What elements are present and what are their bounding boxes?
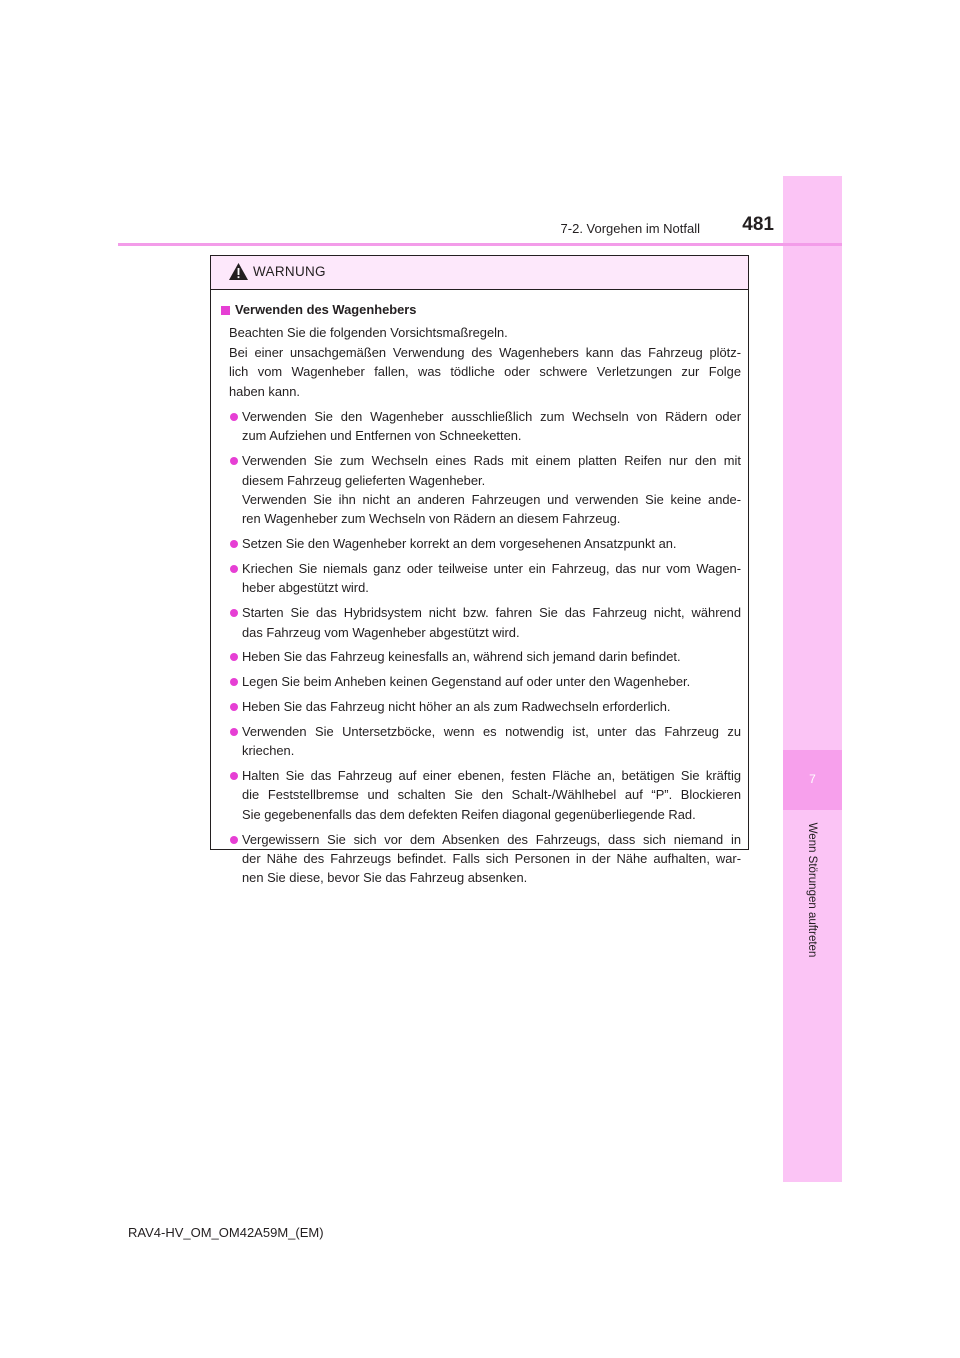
- list-item-line: Heben Sie das Fahrzeug keinesfalls an, während sich jemand darin befindet.: [242, 649, 681, 665]
- square-bullet-icon: [221, 306, 230, 315]
- chapter-number: 7: [809, 772, 816, 786]
- list-item-line: Verwenden Sie den Wagenheber ausschließlich zum Wechseln von Rädern oder: [242, 409, 741, 425]
- warning-intro: [218, 323, 741, 401]
- list-item-line: der Nähe des Fahrzeugs befindet. Falls sich Personen in der Nähe aufhalten, war-: [242, 851, 741, 867]
- list-item-line: die Feststellbremse und schalten Sie den Schalt-/Wählhebel auf “P”. Blockieren: [242, 787, 741, 803]
- list-item: [218, 647, 741, 666]
- warning-header: [211, 256, 748, 290]
- list-item: [218, 451, 741, 529]
- warning-box: [210, 255, 749, 886]
- list-item-line: Verwenden Sie Untersetzböcke, wenn es notwendig ist, unter das Fahrzeug zu: [242, 723, 741, 739]
- list-item: [218, 830, 741, 888]
- warning-title: WARNUNG: [253, 264, 326, 279]
- list-item-line: Verwenden Sie zum Wechseln eines Rads mit einem platten Reifen nur den mit: [242, 453, 741, 469]
- list-item-line: ren Wagenheber zum Wechseln von Rädern an diesem Fahrzeug.: [242, 511, 621, 527]
- list-item-line: Vergewissern Sie sich vor dem Absenken des Fahrzeugs, dass sich niemand in: [242, 831, 741, 847]
- list-item-line: Heben Sie das Fahrzeug nicht höher an als zum Radwechseln erforderlich.: [242, 699, 671, 715]
- bullet-dot-icon: [230, 653, 238, 661]
- bullet-dot-icon: [230, 678, 238, 686]
- warning-triangle-icon: [228, 262, 249, 281]
- header-divider: [118, 243, 842, 246]
- list-item-line: zum Aufziehen und Entfernen von Schneeketten.: [242, 428, 522, 444]
- intro-line: lich vom Wagenheber fallen, was tödliche oder schwere Verletzungen zur Folge: [229, 364, 741, 380]
- page-number: 481: [742, 214, 774, 235]
- list-item-line: Starten Sie das Hybridsystem nicht bzw. fahren Sie das Fahrzeug nicht, während: [242, 605, 741, 621]
- intro-line: haben kann.: [229, 383, 300, 399]
- intro-line: Beachten Sie die folgenden Vorsichtsmaßregeln.: [229, 325, 508, 341]
- bullet-dot-icon: [230, 609, 238, 617]
- list-item-line: kriechen.: [242, 743, 295, 759]
- bullet-dot-icon: [230, 728, 238, 736]
- intro-line: Bei einer unsachgemäßen Verwendung des Wagenhebers kann das Fahrzeug plötz-: [229, 344, 741, 360]
- list-item: [218, 534, 741, 553]
- bullet-dot-icon: [230, 457, 238, 465]
- list-item-line: Kriechen Sie niemals ganz oder teilweise unter ein Fahrzeug, das nur vom Wagen-: [242, 561, 741, 577]
- list-item-line: heber abgestützt wird.: [242, 580, 369, 596]
- bullet-dot-icon: [230, 703, 238, 711]
- list-item: [218, 766, 741, 824]
- bullet-dot-icon: [230, 413, 238, 421]
- list-item-line: Verwenden Sie ihn nicht an anderen Fahrzeugen und verwenden Sie keine ande-: [242, 492, 741, 508]
- warning-body: [211, 290, 748, 888]
- list-item: [218, 559, 741, 598]
- list-item: [218, 672, 741, 691]
- warning-heading-text: Verwenden des Wagenhebers: [235, 302, 417, 317]
- list-item: [218, 407, 741, 446]
- list-item: [218, 697, 741, 716]
- chapter-sidebar: [783, 176, 842, 1182]
- list-item: [218, 722, 741, 761]
- warning-subheading: [218, 300, 741, 319]
- bullet-dot-icon: [230, 540, 238, 548]
- document-code: RAV4-HV_OM_OM42A59M_(EM): [128, 1225, 324, 1240]
- list-item-line: nen Sie diese, bevor Sie das Fahrzeug absenken.: [242, 870, 528, 886]
- list-item-line: Sie gegebenenfalls das dem defekten Reifen diagonal gegenüberliegende Rad.: [242, 806, 696, 822]
- bullet-dot-icon: [230, 772, 238, 780]
- list-item-line: das Fahrzeug vom Wagenheber abgestützt wird.: [242, 624, 520, 640]
- bullet-dot-icon: [230, 836, 238, 844]
- bullet-dot-icon: [230, 565, 238, 573]
- list-item: [218, 603, 741, 642]
- list-item-line: Halten Sie das Fahrzeug auf einer ebenen, festen Fläche an, betätigen Sie kräftig: [242, 768, 741, 784]
- section-reference: 7-2. Vorgehen im Notfall: [560, 221, 700, 236]
- chapter-title-text: Wenn Störungen auftreten: [806, 822, 818, 958]
- list-item-line: diesem Fahrzeug gelieferten Wagenheber.: [242, 472, 486, 488]
- list-item-line: Legen Sie beim Anheben keinen Gegenstand auf oder unter den Wagenheber.: [242, 674, 691, 690]
- list-item-line: Setzen Sie den Wagenheber korrekt an dem vorgesehenen Ansatzpunkt an.: [242, 536, 677, 552]
